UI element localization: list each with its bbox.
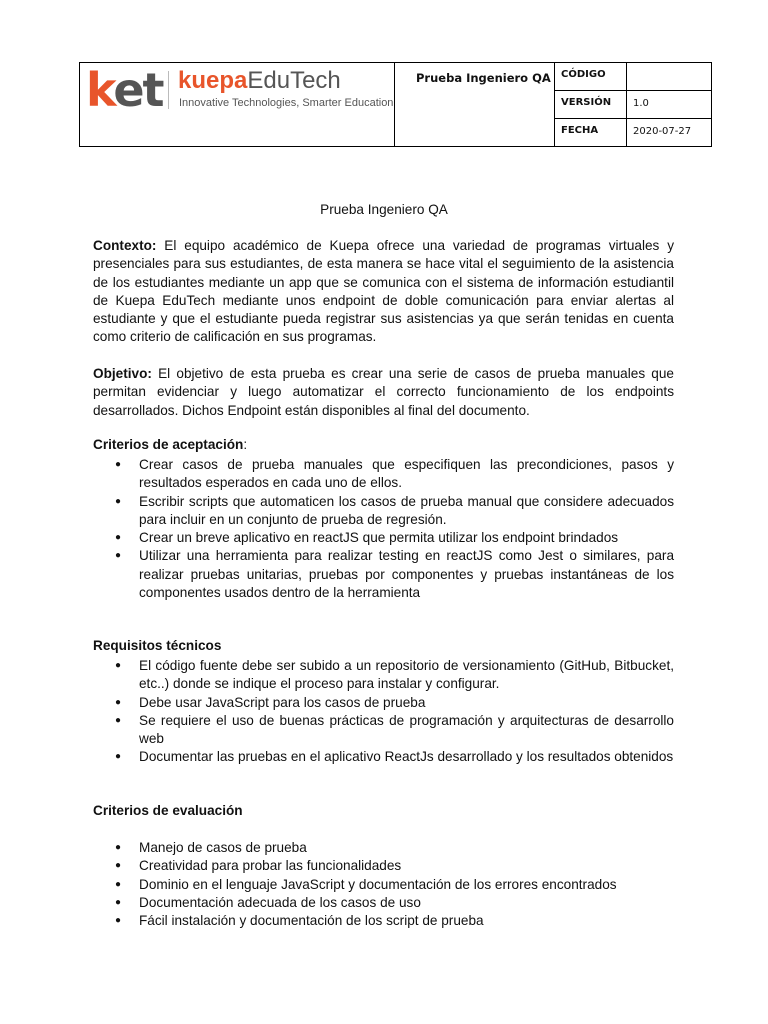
contexto-paragraph <box>93 237 674 347</box>
list-item: ● El código fuente debe ser subido a un repositorio de versionamiento (GitHub, Bitbucket, etc..) donde se indique el proceso para instalar y configurar. <box>93 657 674 694</box>
company-logo <box>80 63 395 146</box>
contexto-text: El equipo académico de Kuepa ofrece una variedad de programas virtuales y presenciales para sus estudiantes, de esta manera se hace vital el seguimiento de la asistencia de los estudiantes mediante un app que se comunica con el sistema de información estudiantil de Kuepa EduTech mediante unos endpoint de doble comunicación para enviar alertas al estudiante y que el estudiante pueda registrar sus asistencias ya que serán tenidas en cuenta como criterio de calificación en sus programas. <box>93 238 674 345</box>
objetivo-paragraph <box>93 365 674 420</box>
list-item: ● Documentación adecuada de los casos de uso <box>93 894 674 912</box>
ket-logo-mark: ket <box>86 63 163 117</box>
field-label: FECHA <box>555 119 627 146</box>
criterios-aceptacion-heading: Criterios de aceptación: <box>93 437 248 452</box>
list-item: ● Se requiere el uso de buenas prácticas de programación y arquitecturas de desarrollo web <box>93 712 674 749</box>
evaluacion-list <box>93 839 674 930</box>
criterios-aceptacion-list <box>93 456 674 602</box>
list-item: ● Manejo de casos de prueba <box>93 839 674 857</box>
list-item: ● Debe usar JavaScript para los casos de prueba <box>93 694 674 712</box>
objetivo-text: El objetivo de esta prueba es crear una serie de casos de prueba manuales que permitan evidenciar y luego automatizar el correcto funcionamiento de los endpoints desarrollados. Dichos Endpoint están disponibles al final del documento. <box>93 366 674 418</box>
field-value: 2020-07-27 <box>633 126 692 137</box>
brand-name: kuepaEduTech <box>178 67 341 94</box>
list-item: ● Crear casos de prueba manuales que especifiquen las precondiciones, pasos y resultados esperados en cada uno de ellos. <box>93 456 674 493</box>
list-item: ● Creatividad para probar las funcionalidades <box>93 857 674 875</box>
list-item: ● Documentar las pruebas en el aplicativo ReactJs desarrollado y los resultados obtenidos <box>93 748 674 766</box>
logo-divider <box>168 71 169 109</box>
field-label: VERSIÓN <box>555 91 627 118</box>
page-title: Prueba Ingeniero QA <box>320 202 448 217</box>
document-header-table <box>79 62 712 147</box>
field-label: CÓDIGO <box>555 63 627 90</box>
header-document-title: Prueba Ingeniero QA <box>395 63 555 146</box>
brand-tagline: Innovative Technologies, Smarter Education <box>179 97 394 109</box>
field-row-codigo <box>555 63 711 91</box>
field-row-fecha <box>555 119 711 146</box>
requisitos-heading: Requisitos técnicos <box>93 638 222 653</box>
list-item: ● Fácil instalación y documentación de los script de prueba <box>93 912 674 930</box>
list-item: ● Escribir scripts que automaticen los casos de prueba manual que considere adecuados para incluir en un conjunto de prueba de regresión. <box>93 493 674 530</box>
list-item: ● Dominio en el lenguaje JavaScript y documentación de los errores encontrados <box>93 876 674 894</box>
objetivo-label: Objetivo: <box>93 366 152 381</box>
contexto-label: Contexto: <box>93 238 157 253</box>
requisitos-list <box>93 657 674 767</box>
field-row-version <box>555 91 711 119</box>
header-fields <box>555 63 711 146</box>
list-item: ● Utilizar una herramienta para realizar testing en reactJS como Jest o similares, para realizar pruebas unitarias, pruebas por componentes y pruebas instantáneas de los componentes usados dentro de la herramienta <box>93 547 674 602</box>
field-value: 1.0 <box>633 98 649 109</box>
evaluacion-heading: Criterios de evaluación <box>93 803 243 818</box>
list-item: ● Crear un breve aplicativo en reactJS que permita utilizar los endpoint brindados <box>93 529 674 547</box>
field-value <box>627 63 711 90</box>
